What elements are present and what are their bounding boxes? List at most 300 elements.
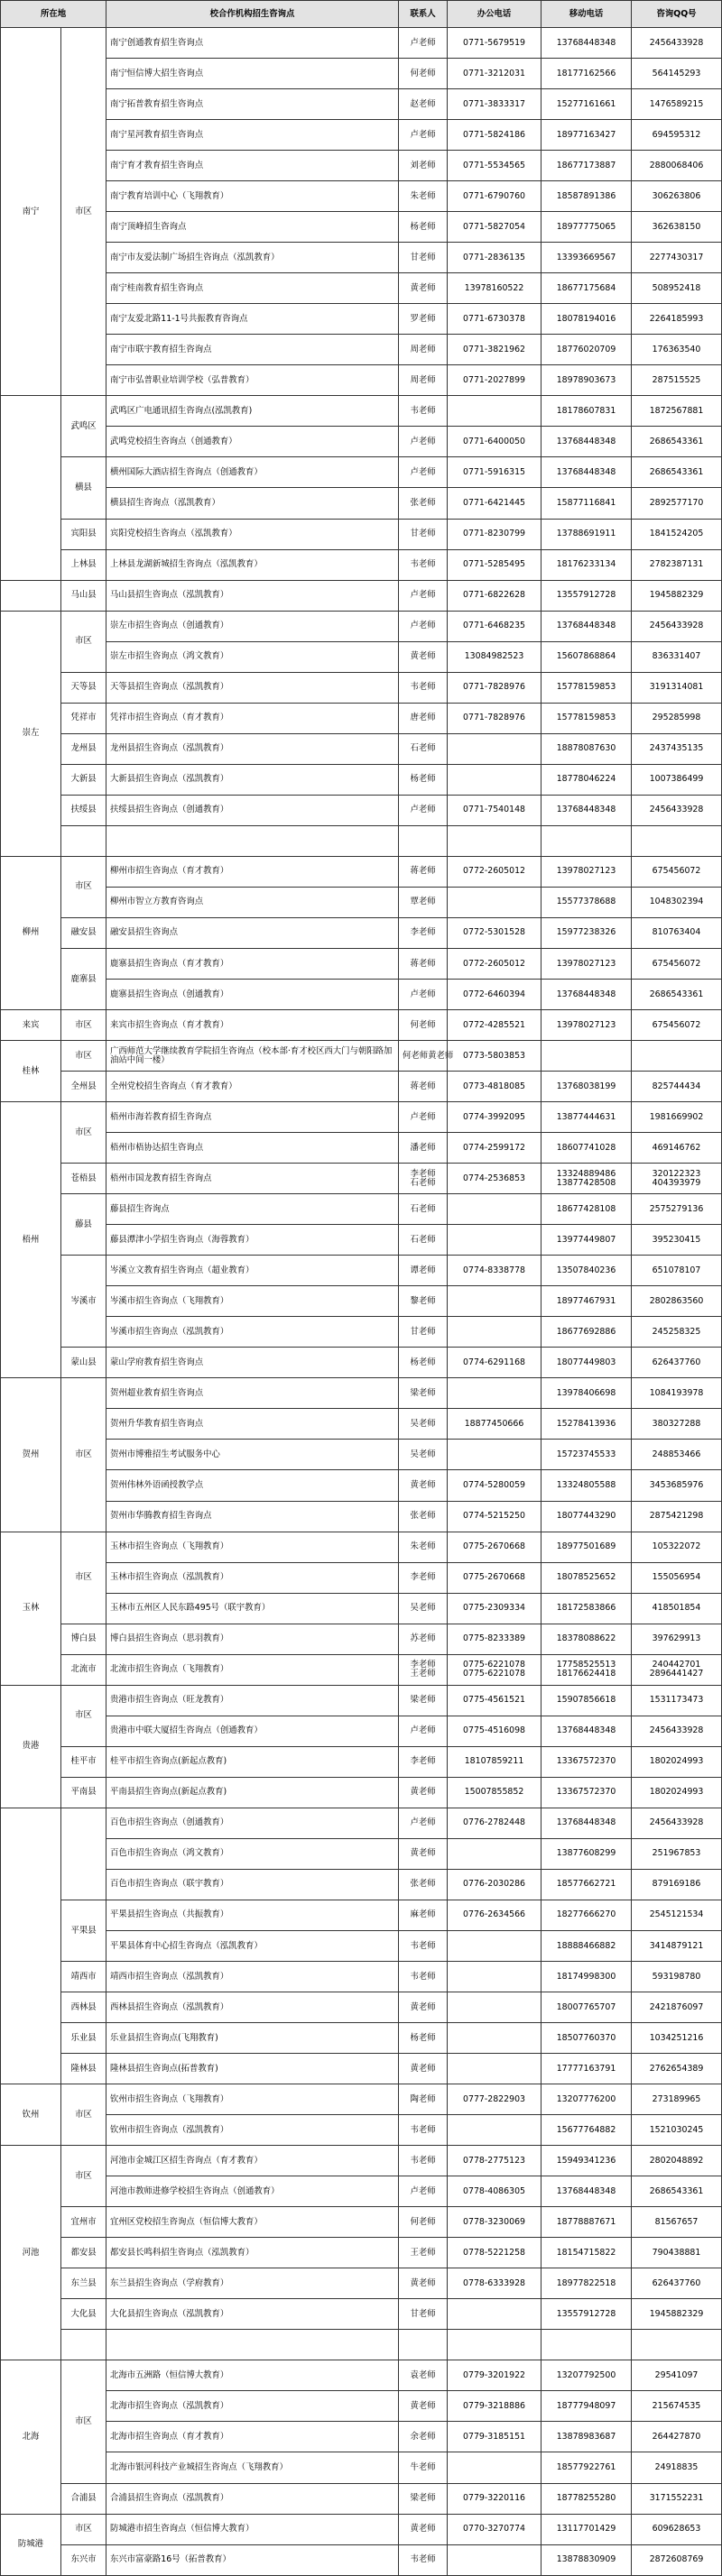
city-cell: 贵港 [1,1685,61,1808]
mobile-phone-cell: 18977467931 [542,1286,632,1317]
office-phone-cell: 0771-8230799 [448,519,542,549]
qq-cell: 2264185993 [632,304,722,335]
institution-cell: 融安县招生咨询点 [106,917,399,948]
office-phone-cell: 0779-3218886 [448,2391,542,2422]
institution-cell: 东兰县招生咨询点（学府教育） [106,2268,399,2299]
contact-cell [448,825,542,856]
mobile-phone-cell: 18878087630 [542,733,632,764]
table-row [1,795,722,825]
office-phone-cell: 15007855852 [448,1777,542,1808]
qq-cell: 155056954 [632,1562,722,1593]
qq-cell: 2802048892 [632,2146,722,2176]
district-cell: 蒙山县 [61,1348,106,1378]
institution-cell: 横州国际大酒店招生咨询点（创通教育） [106,457,399,488]
mobile-phone-cell: 13367572370 [542,1777,632,1808]
contact-cell: 何老师 [399,2207,448,2238]
mobile-phone-cell: 18277666270 [542,1900,632,1930]
office-phone-cell: 0778-6333928 [448,2268,542,2299]
contact-cell: 杨老师 [399,1348,448,1378]
contact-cell: 卢老师 [399,1716,448,1746]
mobile-phone-cell: 18778255280 [542,2483,632,2514]
table-row [1,120,722,151]
table-row [1,2115,722,2146]
table-row [1,2360,722,2391]
district-cell: 东兰县 [61,2268,106,2299]
district-cell: 市区 [61,856,106,917]
office-phone-cell: 0775-8233389 [448,1624,542,1654]
contact-cell: 朱老师 [399,1532,448,1562]
institution-cell: 北海市招生咨询点（泓凯教育） [106,2391,399,2422]
institution-cell: 藤县潭津小学招生咨询点（海蓉教育） [106,1225,399,1256]
table-row [1,1900,722,1930]
table-row [1,1992,722,2023]
mobile-phone-cell: 18677692886 [542,1317,632,1348]
qq-cell: 248853466 [632,1440,722,1470]
institution-cell: 岑溪市招生咨询点（飞翔教育） [106,1286,399,1317]
mobile-phone-cell: 13878830909 [542,2544,632,2575]
district-cell: 东兴市 [61,2544,106,2575]
institution-cell: 玉林市招生咨询点（泓凯教育） [106,1562,399,1593]
contact-cell: 卢老师 [399,2176,448,2207]
table-row [1,1317,722,1348]
mobile-phone-cell: 18587891386 [542,181,632,212]
office-phone-cell [542,825,632,856]
office-phone-cell: 0771-6468235 [448,611,542,641]
mobile-phone-cell: 18174998300 [542,1961,632,1992]
table-row [1,1256,722,1286]
office-phone-cell: 0774-5280059 [448,1470,542,1501]
office-phone-cell [448,2115,542,2146]
office-phone-cell: 0776-2030286 [448,1869,542,1900]
office-phone-cell: 0771-7540148 [448,795,542,825]
contact-cell: 甘老师 [399,2299,448,2330]
table-row [1,212,722,243]
institution-cell: 南宁星河教育招生咨询点 [106,120,399,151]
qq-cell: 790438881 [632,2238,722,2268]
office-phone-cell [448,1225,542,1256]
office-phone-cell: 13978160522 [448,273,542,304]
district-cell: 市区 [61,2084,106,2146]
mobile-phone-cell: 13768448348 [542,1808,632,1838]
institution-cell: 龙州县招生咨询点（泓凯教育） [106,733,399,764]
contact-cell: 吴老师 [399,1593,448,1624]
office-phone-cell: 0776-2634566 [448,1900,542,1930]
district-cell: 天等县 [61,672,106,703]
mobile-phone-cell: 18778046224 [542,764,632,795]
contact-cell: 黄老师 [399,641,448,672]
mobile-phone-cell: 13768448348 [542,795,632,825]
table-row [1,1562,722,1593]
table-row [1,2268,722,2299]
mobile-phone-cell: 15278413936 [542,1409,632,1440]
table-row [1,1440,722,1470]
institution-cell: 南宁顶峰招生咨询点 [106,212,399,243]
mobile-phone-cell: 15723745533 [542,1440,632,1470]
mobile-phone-cell: 18177162566 [542,59,632,89]
qq-cell: 675456072 [632,948,722,979]
district-cell: 苍梧县 [61,1164,106,1194]
office-phone-cell: 0773-4818085 [448,1072,542,1102]
table-row [1,427,722,457]
table-row [1,2238,722,2268]
qq-cell: 2456433928 [632,611,722,641]
office-phone-cell: 0777-2822903 [448,2084,542,2115]
district-cell: 凭祥市 [61,703,106,733]
city-cell: 南宁 [1,28,61,396]
mobile-phone-cell: 18977163427 [542,120,632,151]
institution-cell: 崇左市招生咨询点（鸿文教育） [106,641,399,672]
qq-cell: 2545121534 [632,1900,722,1930]
institution-cell: 贺州升华教育招生咨询点 [106,1409,399,1440]
office-phone-cell: 0771-3821962 [448,335,542,365]
mobile-phone-cell: 15907856618 [542,1685,632,1716]
contact-cell: 麻老师 [399,1900,448,1930]
table-row [1,2452,722,2483]
qq-cell: 2872608769 [632,2544,722,2575]
qq-cell: 626437760 [632,1348,722,1378]
contact-cell: 卢老师 [399,580,448,611]
office-phone-cell: 0771-6822628 [448,580,542,611]
qq-cell: 2762654389 [632,2054,722,2084]
contact-cell: 黎老师 [399,1286,448,1317]
mobile-phone-cell: 13393669567 [542,243,632,273]
mobile-phone-cell: 13768448348 [542,1716,632,1746]
institution-cell: 玉林市五州区人民东路495号（联宇教育） [106,1593,399,1624]
header-contact: 联系人 [399,1,448,28]
office-phone-cell: 0771-6790760 [448,181,542,212]
office-phone-cell: 0771-5827054 [448,212,542,243]
mobile-phone-cell: 13207792500 [542,2360,632,2391]
qq-cell: 2421876097 [632,1992,722,2023]
institution-cell: 梧州市国龙教育招生咨询点 [106,1164,399,1194]
contact-cell: 何老师 [399,59,448,89]
contact-cell: 黄老师 [399,1838,448,1869]
institution-cell: 梧州市梧协达招生咨询点 [106,1133,399,1164]
qq-cell: 2686543361 [632,979,722,1009]
contact-cell: 卢老师 [399,979,448,1009]
table-row [1,1041,722,1072]
qq-cell: 3414879121 [632,1930,722,1961]
mobile-phone-cell [632,2330,722,2360]
district-cell [106,2330,399,2360]
qq-cell: 105322072 [632,1532,722,1562]
table-row [1,2299,722,2330]
mobile-phone-cell: 13557912728 [542,580,632,611]
qq-cell: 287515525 [632,365,722,396]
institution-cell: 贺州市博雅招生考试服务中心 [106,1440,399,1470]
table-row [1,1869,722,1900]
city-cell [61,2330,106,2360]
institution-cell: 天等县招生咨询点（泓凯教育） [106,672,399,703]
contact-cell: 甘老师 [399,243,448,273]
institution-cell: 贵港市招生咨询点（旺龙教育） [106,1685,399,1716]
institution-cell: 大新县招生咨询点（泓凯教育） [106,764,399,795]
table-row [1,151,722,181]
office-phone-cell: 0771-6421445 [448,488,542,519]
office-phone-cell: 0775-6221078 0775-6221078 [448,1654,542,1685]
office-phone-cell: 0778-3230069 [448,2207,542,2238]
institution-cell: 全州党校招生咨询点（育才教育） [106,1072,399,1102]
mobile-phone-cell: 15778159853 [542,703,632,733]
table-row [1,1532,722,1562]
mobile-phone-cell: 13788691911 [542,519,632,549]
office-phone-cell: 0775-4516098 [448,1716,542,1746]
contact-cell: 李老师 王老师 [399,1654,448,1685]
office-phone-cell: 0773-5803853 [448,1041,542,1072]
institution-cell: 贺州伟林外语函授教学点 [106,1470,399,1501]
contact-cell: 谭老师 [399,1256,448,1286]
mobile-phone-cell: 13978406698 [542,1378,632,1409]
city-cell: 河池 [1,2146,61,2360]
contact-cell: 卢老师 [399,1102,448,1133]
contact-cell: 张老师 [399,1501,448,1532]
district-cell: 全州县 [61,1072,106,1102]
qq-cell: 1802024993 [632,1746,722,1777]
mobile-phone-cell: 13324889486 13877428508 [542,1164,632,1194]
qq-cell: 2456433928 [632,795,722,825]
district-cell [106,825,399,856]
institution-cell: 平果县招生咨询点（共振教育） [106,1900,399,1930]
table-row [1,2483,722,2514]
table-row [1,457,722,488]
mobile-phone-cell: 18777948097 [542,2391,632,2422]
office-phone-cell: 0775-4561521 [448,1685,542,1716]
contact-cell: 梁老师 [399,2483,448,2514]
qq-cell: 675456072 [632,856,722,887]
table-row [1,2330,722,2360]
contact-cell [448,2330,542,2360]
qq-cell: 3171552231 [632,2483,722,2514]
mobile-phone-cell: 15977238326 [542,917,632,948]
qq-cell: 1531173473 [632,1685,722,1716]
mobile-phone-cell: 13877608299 [542,1838,632,1869]
qq-cell: 2880068406 [632,151,722,181]
contact-cell: 韦老师 [399,549,448,580]
district-cell: 市区 [61,1378,106,1532]
qq-cell: 240442701 2896441427 [632,1654,722,1685]
header-mobile-phone: 移动电话 [542,1,632,28]
table-row [1,2544,722,2575]
contact-cell: 潘老师 [399,1133,448,1164]
contact-cell: 王老师 [399,2238,448,2268]
contact-cell: 黄老师 [399,2514,448,2544]
contact-cell: 张老师 [399,488,448,519]
institution-cell: 崇左市招生咨询点（创通教育） [106,611,399,641]
qq-cell: 2575279136 [632,1194,722,1225]
table-row [1,89,722,120]
qq-cell: 1476589215 [632,89,722,120]
institution-cell: 南宁育才教育招生咨询点 [106,151,399,181]
district-cell: 市区 [61,1041,106,1072]
institution-cell [399,825,448,856]
city-cell: 贺州 [1,1378,61,1532]
office-phone-cell [448,1286,542,1317]
institution-cell: 北流市招生咨询点（飞翔教育） [106,1654,399,1685]
office-phone-cell [448,2054,542,2084]
mobile-phone-cell: 13768448348 [542,2176,632,2207]
contact-cell: 覃老师 [399,887,448,917]
district-cell: 市区 [61,1010,106,1041]
district-cell: 乐业县 [61,2023,106,2054]
mobile-phone-cell: 18977501689 [542,1532,632,1562]
office-phone-cell: 0774-3992095 [448,1102,542,1133]
qq-cell: 2875421298 [632,1501,722,1532]
district-cell: 北流市 [61,1654,106,1685]
mobile-phone-cell: 18077443290 [542,1501,632,1532]
mobile-phone-cell: 13367572370 [542,1746,632,1777]
institution-cell: 北海市招生咨询点（育才教育） [106,2422,399,2452]
table-row [1,304,722,335]
qq-cell: 564145293 [632,59,722,89]
table-row [1,59,722,89]
city-cell: 防城港 [1,2514,61,2575]
institution-cell: 靖西市招生咨询点（泓凯教育） [106,1961,399,1992]
mobile-phone-cell: 18154715822 [542,2238,632,2268]
mobile-phone-cell: 18007765707 [542,1992,632,2023]
table-row [1,2146,722,2176]
contact-cell: 袁老师 [399,2360,448,2391]
table-row [1,1133,722,1164]
district-cell: 平果县 [61,1900,106,1961]
office-phone-cell: 0771-2836135 [448,243,542,273]
table-row [1,1409,722,1440]
office-phone-cell: 0774-8338778 [448,1256,542,1286]
office-phone-cell: 0779-3220116 [448,2483,542,2514]
qq-cell: 1945882329 [632,580,722,611]
contact-cell: 蒋老师 [399,1072,448,1102]
qq-cell: 295285998 [632,703,722,733]
office-phone-cell: 0778-4086305 [448,2176,542,2207]
office-phone-cell: 0771-7828976 [448,703,542,733]
city-cell: 北海 [1,2360,61,2514]
institution-cell: 藤县招生咨询点 [106,1194,399,1225]
qq-cell: 245258325 [632,1317,722,1348]
qq-cell: 1007386499 [632,764,722,795]
district-cell: 市区 [61,1102,106,1164]
mobile-phone-cell: 13768448348 [542,979,632,1009]
qq-cell: 469146762 [632,1133,722,1164]
institution-cell: 贺州超业教育招生咨询点 [106,1378,399,1409]
district-cell: 西林县 [61,1992,106,2023]
mobile-phone-cell [542,1041,632,1072]
district-cell: 宜州市 [61,2207,106,2238]
institution-cell: 百色市招生咨询点（鸿文教育） [106,1838,399,1869]
mobile-phone-cell: 13977449807 [542,1225,632,1256]
office-phone-cell: 0771-5824186 [448,120,542,151]
qq-cell: 362638150 [632,212,722,243]
contact-cell: 韦老师 [399,2115,448,2146]
office-phone-cell: 0771-5534565 [448,151,542,181]
table-row [1,2207,722,2238]
institution-cell: 南宁创通教育招生咨询点 [106,28,399,59]
table-row [1,1286,722,1317]
table-row [1,1838,722,1869]
institution-cell [399,2330,448,2360]
city-cell: 钦州 [1,2084,61,2146]
office-phone-cell: 0771-5679519 [448,28,542,59]
contact-cell: 韦老师 [399,2146,448,2176]
qq-cell [632,1041,722,1072]
office-phone-cell: 0779-3185151 [448,2422,542,2452]
contact-cell: 杨老师 [399,764,448,795]
contact-cell: 杨老师 [399,212,448,243]
mobile-phone-cell: 13978027123 [542,856,632,887]
table-row [1,1225,722,1256]
contact-cell: 韦老师 [399,1930,448,1961]
contact-cell: 刘老师 [399,151,448,181]
qq-cell: 836331407 [632,641,722,672]
contact-cell: 黄老师 [399,2391,448,2422]
mobile-phone-cell: 18607741028 [542,1133,632,1164]
institution-cell: 南宁友爱北路11-1号共振教育咨询点 [106,304,399,335]
qq-cell: 1841524205 [632,519,722,549]
mobile-phone-cell: 18677175684 [542,273,632,304]
qq-cell: 215674535 [632,2391,722,2422]
header-office-phone: 办公电话 [448,1,542,28]
table-row [1,1378,722,1409]
table-row [1,28,722,59]
table-row [1,2023,722,2054]
qq-cell: 397629913 [632,1624,722,1654]
table-row [1,948,722,979]
office-phone-cell: 0778-2775123 [448,2146,542,2176]
office-phone-cell: 0772-4285521 [448,1010,542,1041]
mobile-phone-cell: 18176233134 [542,549,632,580]
qq-cell: 2892577170 [632,488,722,519]
office-phone-cell: 0774-2599172 [448,1133,542,1164]
district-cell: 横县 [61,457,106,519]
table-row [1,887,722,917]
mobile-phone-cell: 18776020709 [542,335,632,365]
district-cell: 合浦县 [61,2483,106,2514]
qq-cell: 29541097 [632,2360,722,2391]
office-phone-cell: 0774-5215250 [448,1501,542,1532]
office-phone-cell [448,887,542,917]
district-cell: 岑溪市 [61,1256,106,1348]
district-cell: 上林县 [61,549,106,580]
table-row [1,2514,722,2544]
institution-cell: 南宁桂南教育招生咨询点 [106,273,399,304]
contact-cell: 卢老师 [399,120,448,151]
district-cell: 博白县 [61,1624,106,1654]
office-phone-cell: 0771-5285495 [448,549,542,580]
institution-cell: 贺州市华腾教育招生咨询点 [106,1501,399,1532]
header-institution: 校合作机构招生咨询点 [106,1,399,28]
office-phone-cell [542,2330,632,2360]
table-row [1,1685,722,1716]
mobile-phone-cell: 15607868864 [542,641,632,672]
district-cell: 隆林县 [61,2054,106,2084]
mobile-phone-cell: 17777163791 [542,2054,632,2084]
office-phone-cell [448,1317,542,1348]
institution-cell: 北海市五洲路（恒信博大教育） [106,2360,399,2391]
header-location: 所在地 [1,1,106,28]
mobile-phone-cell: 15677764882 [542,2115,632,2146]
contact-cell: 石老师 [399,1194,448,1225]
qq-cell: 24918835 [632,2452,722,2483]
table-row [1,1072,722,1102]
institution-cell: 南宁恒信博大招生咨询点 [106,59,399,89]
institution-cell: 武鸣党校招生咨询点（创通教育） [106,427,399,457]
contact-cell: 黄老师 [399,1777,448,1808]
institution-cell: 乐业县招生咨询点(飞翔教育) [106,2023,399,2054]
mobile-phone-cell: 18778887671 [542,2207,632,2238]
qq-cell: 1802024993 [632,1777,722,1808]
institution-cell: 扶绥县招生咨询点（创通教育） [106,795,399,825]
table-row [1,396,722,427]
city-cell: 来宾 [1,1010,61,1041]
qq-cell: 1872567881 [632,396,722,427]
